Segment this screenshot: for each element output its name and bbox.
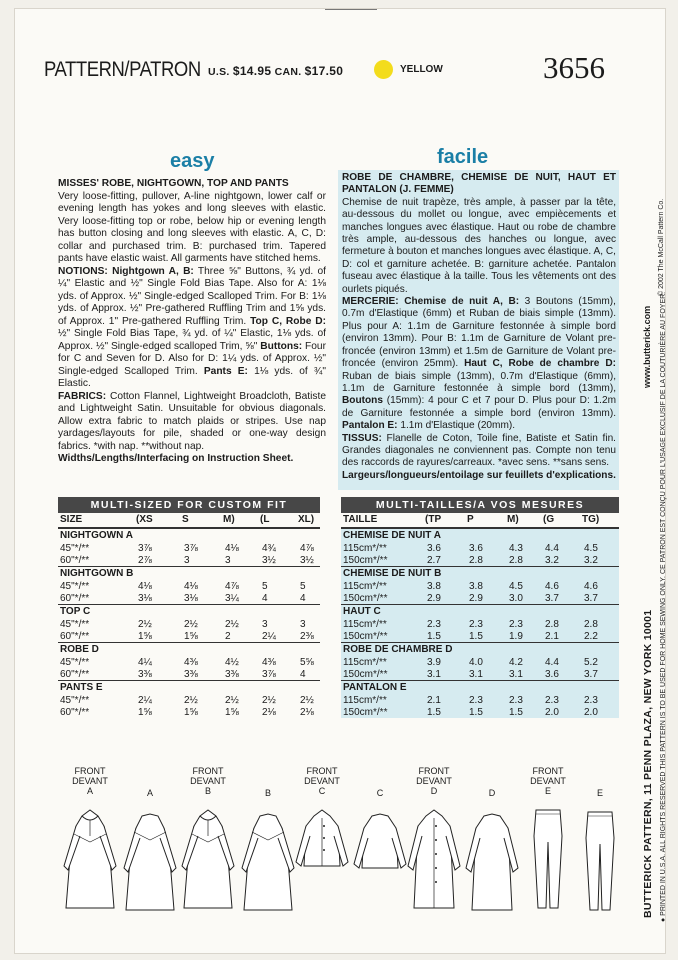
fabric-width: 150cm*/** [343,631,388,642]
table-cell: 4.3 [509,543,523,554]
table-cell: 2½ [225,619,239,630]
table-cell: 4.0 [469,657,483,668]
publisher-address: BUTTERICK PATTERN, 11 PENN PLAZA, NEW YORK 10001 [642,609,654,918]
table-cell: 1.5 [427,631,441,642]
color-name: YELLOW [400,64,443,75]
garment-view-e [518,766,578,912]
table-cell: 2.8 [545,619,559,630]
table-group-header [341,604,619,618]
fabric-width: 115cm*/** [343,695,387,706]
front-label: FRONT [192,766,224,776]
garment-sketch [292,796,352,912]
table-row [341,580,619,592]
garment-sketch [238,798,298,914]
table-cell: 4⅞ [300,543,314,554]
devant-label: DEVANT [72,776,108,786]
front-label: FRONT [532,766,564,776]
table-cell: 3 [184,555,190,566]
table-cell: 2.3 [509,619,523,630]
table-cell: 4.4 [545,543,559,554]
table-cell: 1⅝ [225,707,239,718]
garment-view-a [120,788,180,914]
table-body [341,528,619,718]
table-cell: 4.6 [545,581,559,592]
group-name: CHEMISE DE NUIT A [343,530,441,541]
table-row [341,618,619,630]
difficulty-easy: easy [170,150,215,172]
group-name: PANTS E [60,682,103,693]
table-cell: 2.3 [584,695,598,706]
fabric-width: 45"*/** [60,581,90,592]
table-row [58,668,320,680]
table-cell: 3¼ [225,593,239,604]
group-name: TOP C [60,606,91,617]
garment-sketch [518,796,578,912]
fabric-width: 60"*/** [60,593,90,604]
devant-label: DEVANT [416,776,452,786]
view-letter: E [544,786,551,796]
table-cell: 3⅛ [184,593,198,604]
table-cell: 2½ [300,695,314,706]
fabric-width: 45"*/** [60,695,90,706]
table-cell: 2.9 [427,593,441,604]
french-description [342,172,616,482]
table-cell: 3 [225,555,231,566]
table-cell: 4.5 [509,581,523,592]
fabric-width: 45"*/** [60,543,90,554]
table-group-header [58,528,320,542]
table-cell: 4.2 [509,657,523,668]
fabric-width: 60"*/** [60,707,90,718]
size-heading: (XS [136,514,153,525]
french-title: ROBE DE CHAMBRE, CHEMISE DE NUIT, HAUT ET PANTALON (J. FEMME) [342,172,616,196]
yardage-table-english [58,497,320,718]
view-letter: E [596,788,603,798]
table-cell: 1.5 [509,707,523,718]
copyright-year: © 2002 The McCall Pattern Co. [658,198,665,296]
can-price: $17.50 [304,64,344,78]
table-cell: 3⅜ [138,669,152,680]
size-heading: S [182,514,189,525]
table-cell: 4 [300,593,306,604]
view-letter: D [488,788,496,798]
view-letter: A [146,788,153,798]
pattern-label: PATTERN/PATRON [44,58,201,81]
table-cell: 3⅞ [262,669,276,680]
table-cell: 4.4 [545,657,559,668]
fabric-width: 115cm*/** [343,657,387,668]
table-cell: 2⅞ [138,555,152,566]
table-cell: 2⅛ [300,707,314,718]
table-row [341,656,619,668]
table-group-header [58,680,320,694]
table-row [58,694,320,706]
table-cell: 3½ [262,555,276,566]
table-cell: 3.8 [427,581,441,592]
english-desc-text: Very loose-fitting, pullover, A-line nightgown, lower calf or evening length has yokes and long sleeves with elastic. Very loose-fitting top or robe, below hip or evening length has button closing and long sleeves with elastic. A, C, D: collar and purchased trim. B: purchased trim. Tapered pants have elastic waist. All garments have stitched hems. [58,190,326,264]
table-cell: 1⅝ [138,707,152,718]
table-cell: 2¼ [138,695,152,706]
group-name: PANTALON E [343,682,407,693]
table-cell: 4¼ [138,657,152,668]
table-cell: 2.3 [469,695,483,706]
fabric-width: 115cm*/** [343,619,387,630]
table-cell: 2.0 [545,707,559,718]
size-heading: XL) [298,514,315,525]
table-cell: 2½ [225,695,239,706]
garment-sketch [178,796,238,912]
us-price: $14.95 [232,64,272,78]
table-cell: 2½ [184,619,198,630]
front-label: FRONT [74,766,106,776]
table-row [58,706,320,718]
table-cell: 4.5 [584,543,598,554]
table-row [341,694,619,706]
fabric-width: 115cm*/** [343,543,387,554]
table-cell: 3 [300,619,306,630]
table-cell: 3⅛ [138,593,152,604]
table-cell: 2.0 [584,707,598,718]
table-cell: 2.1 [545,631,559,642]
table-body [58,528,320,718]
garment-sketch [350,798,410,914]
table-cell: 3.2 [545,555,559,566]
size-label: SIZE [60,514,83,525]
table-group-header [341,566,619,580]
table-cell: 2.9 [469,593,483,604]
can-label: CAN. [274,66,302,78]
table-row [341,542,619,554]
fabric-width: 150cm*/** [343,707,388,718]
table-group-header [341,528,619,542]
devant-label: DEVANT [530,776,566,786]
table-cell: 2½ [262,695,276,706]
table-cell: 2.3 [469,619,483,630]
largeurs-note: Largeurs/longueurs/entoilage sur feuillets d'explications. [342,469,616,481]
fabric-width: 150cm*/** [343,593,388,604]
garment-sketch [570,798,630,914]
table-banner: MULTI-TAILLES/A VOS MESURES [341,497,619,513]
table-group-header [341,680,619,694]
garment-view-c [292,766,352,912]
table-cell: 1⅝ [138,631,152,642]
size-header-row [341,513,619,528]
table-row [341,630,619,642]
devant-label: DEVANT [190,776,226,786]
table-cell: 1⅝ [184,707,198,718]
garment-sketch [404,796,464,912]
table-cell: 2¼ [262,631,276,642]
table-cell: 4¾ [262,543,276,554]
pattern-number: 3656 [543,50,605,85]
website: www.butterick.com [642,305,652,388]
fabric-width: 45"*/** [60,619,90,630]
size-heading: TG) [582,514,600,525]
table-cell: 4⅞ [225,581,239,592]
table-cell: 3.1 [469,669,483,680]
group-name: CHEMISE DE NUIT B [343,568,442,579]
table-row [58,542,320,554]
table-cell: 3⅞ [184,543,198,554]
table-cell: 3.6 [545,669,559,680]
table-cell: 4⅜ [262,657,276,668]
fabric-width: 60"*/** [60,555,90,566]
table-group-header [58,566,320,580]
table-cell: 2.7 [427,555,441,566]
devant-label: DEVANT [304,776,340,786]
table-cell: 3.6 [427,543,441,554]
table-cell: 4½ [225,657,239,668]
garment-view-c [350,788,410,914]
table-cell: 5.2 [584,657,598,668]
table-cell: 1.5 [469,707,483,718]
garment-views [60,766,620,916]
table-group-header [58,642,320,656]
table-cell: 3.2 [584,555,598,566]
table-cell: 2.3 [427,619,441,630]
french-tissus: TISSUS: Flanelle de Coton, Toile fine, Batiste et Satin fin. Grandes diagonales ne conviennent pas. Compte non tenu des raccords de rayures/carreaux. *avec sens. **sans sens. [342,432,616,469]
garment-view-b [238,788,298,914]
table-cell: 4⅜ [184,657,198,668]
view-letter: B [264,788,271,798]
english-notions: NOTIONS: Nightgown A, B: Three ⅝" Buttons, ¾ yd. of ¼" Elastic and ½" Single Fold Bias Tape. Also for A: 1⅛ yds. of Approx. ½" Single-edged Scalloped Trim. For B: 1⅛ yds. of Approx. ½" Pre-gathered Ruffling Trim and 1⅝ yds. of Approx. 1" Pre-gathered Ruffling Trim. Top C, Robe D: ½" Single Fold Bias Tape, ¾ yd. of ¼" Elastic, 1⅛ yds. of Approx. ½" Single-edged scalloped Trim, ⅝" Buttons: Four for C and Seven for D. Also for D: 1¼ yds. of Approx. ½" Single-edged Scalloped Trim. Pants E: 1⅛ yds. of ¾" Elastic. [58,265,327,389]
table-cell: 4.6 [584,581,598,592]
view-letter: B [204,786,211,796]
garment-view-d [462,788,522,914]
table-cell: 3.7 [584,669,598,680]
front-label: FRONT [306,766,338,776]
size-heading: P [467,514,474,525]
table-row [58,630,320,642]
table-group-header [341,642,619,656]
color-dot-icon [374,60,393,79]
table-cell: 2.2 [584,631,598,642]
garment-sketch [462,798,522,914]
size-header-row [58,513,320,528]
garment-sketch [60,796,120,912]
fold-mark [325,9,377,10]
table-cell: 3.1 [427,669,441,680]
table-cell: 2½ [138,619,152,630]
table-cell: 3⅜ [225,669,239,680]
table-cell: 2 [225,631,231,642]
table-cell: 5 [300,581,306,592]
table-row [341,554,619,566]
group-name: ROBE D [60,644,99,655]
table-row [341,592,619,604]
table-cell: 2.3 [509,695,523,706]
table-cell: 3½ [300,555,314,566]
table-cell: 3.6 [469,543,483,554]
table-cell: 1.9 [509,631,523,642]
table-cell: 4 [300,669,306,680]
garment-view-a [60,766,120,912]
table-cell: 1.5 [469,631,483,642]
table-row [341,668,619,680]
table-cell: 4⅛ [138,581,152,592]
table-cell: 1⅝ [184,631,198,642]
table-cell: 4⅛ [184,581,198,592]
fabric-width: 150cm*/** [343,669,388,680]
fabric-width: 115cm*/** [343,581,387,592]
table-cell: 5 [262,581,268,592]
table-group-header [58,604,320,618]
table-cell: 2.8 [469,555,483,566]
table-cell: 3 [262,619,268,630]
table-row [341,706,619,718]
table-cell: 3.1 [509,669,523,680]
size-heading: (L [260,514,270,525]
table-cell: 4 [262,593,268,604]
fabric-width: 60"*/** [60,631,90,642]
group-name: NIGHTGOWN A [60,530,133,541]
table-cell: 3.7 [545,593,559,604]
table-cell: 2.8 [584,619,598,630]
group-name: HAUT C [343,606,381,617]
size-heading: (G [543,514,555,525]
widths-note: Widths/Lengths/Interfacing on Instruction Sheet. [58,453,294,464]
view-letter: C [376,788,384,798]
difficulty-facile: facile [437,146,489,168]
garment-view-d [404,766,464,912]
table-cell: 2⅛ [262,707,276,718]
english-fabrics: FABRICS: Cotton Flannel, Lightweight Broadcloth, Batiste and Lightweight Satin. Unsuitable for obvious diagonals. Allow extra fabric to match plaids or stripes. Use nap yardages/layouts for pile, shaded or one-way design fabrics. *with nap. **without nap. [58,390,326,452]
table-row [58,554,320,566]
table-row [58,618,320,630]
table-cell: 3.8 [469,581,483,592]
table-cell: 1.5 [427,707,441,718]
table-cell: 2⅜ [300,631,314,642]
garment-sketch [120,798,180,914]
table-cell: 2½ [184,695,198,706]
table-row [58,656,320,668]
table-cell: 3⅜ [184,669,198,680]
view-letter: A [86,786,93,796]
yardage-table-french [341,497,619,718]
price-line [208,64,343,78]
group-name: NIGHTGOWN B [60,568,134,579]
table-row [58,592,320,604]
fabric-width: 150cm*/** [343,555,388,566]
fabric-width: 60"*/** [60,669,90,680]
size-heading: M) [507,514,519,525]
table-row [58,580,320,592]
table-cell: 2.8 [509,555,523,566]
size-heading: (TP [425,514,442,525]
french-mercerie: MERCERIE: Chemise de nuit A, B: 3 Boutons (15mm), 0.7m d'Elastique (6mm) et Ruban de biais simple (13mm). Plus pour A: 1.1m de Garniture festonnée à simple bord (environ 13mm). Pour B: 1.1m de Garniture de Volant pre-froncée (environ 13mm) et 1.5m de Garniture de Volant pre-froncée (environ 25mm). Haut C, Robe de chambre D: Ruban de biais simple (13mm), 0.7m d'Elastique (6mm), 1.1m de Garniture festonnée à simple bord (13mm), Boutons (15mm): 4 pour C et 7 pour D. Plus pour D: 1.2m de Garniture festonnée a simple bord (environ 13mm). Pantalon E: 1.1m d'Elastique (20mm). [342,296,616,432]
size-heading: M) [223,514,235,525]
table-cell: 2.3 [545,695,559,706]
size-label: TAILLE [343,514,378,525]
table-cell: 3.9 [427,657,441,668]
copyright-notice: ● PRINTED IN U.S.A. ALL RIGHTS RESERVED THIS PATTERN IS TO BE USED FOR HOME SEWING ONLY. CE PATRON EST CONÇU POUR L'USAGE EXCLUSIF DE LA COUTURIÈRE AU FOYER. [660,291,667,922]
front-label: FRONT [418,766,450,776]
group-name: ROBE DE CHAMBRE D [343,644,453,655]
garment-view-b [178,766,238,912]
table-cell: 3.7 [584,593,598,604]
english-title: MISSES' ROBE, NIGHTGOWN, TOP AND PANTS [58,178,289,189]
table-cell: 3.0 [509,593,523,604]
table-banner: MULTI-SIZED FOR CUSTOM FIT [58,497,320,513]
english-description [58,178,326,466]
view-letter: C [318,786,326,796]
table-cell: 4⅛ [225,543,239,554]
fabric-width: 45"*/** [60,657,90,668]
view-letter: D [430,786,438,796]
table-cell: 5⅝ [300,657,314,668]
garment-view-e [570,788,630,914]
table-cell: 2.1 [427,695,441,706]
us-label: U.S. [208,66,230,78]
french-desc-text: Chemise de nuit trapèze, très ample, à passer par la tête, au-dessous du mollet ou longue, avec empiècements et manches longues avec élastique. Haut ou robe de chambre très ample, au-dessous des hanches ou longue, avec fermeture à bouton et manches longues avec élastique. A, C, D: col et garniture achetée. B: garniture achetée. Pantalon fuseau avec élastique à la taille. Tous les vêtements ont des ourlets piqués. [342,196,616,295]
table-cell: 3⅞ [138,543,152,554]
